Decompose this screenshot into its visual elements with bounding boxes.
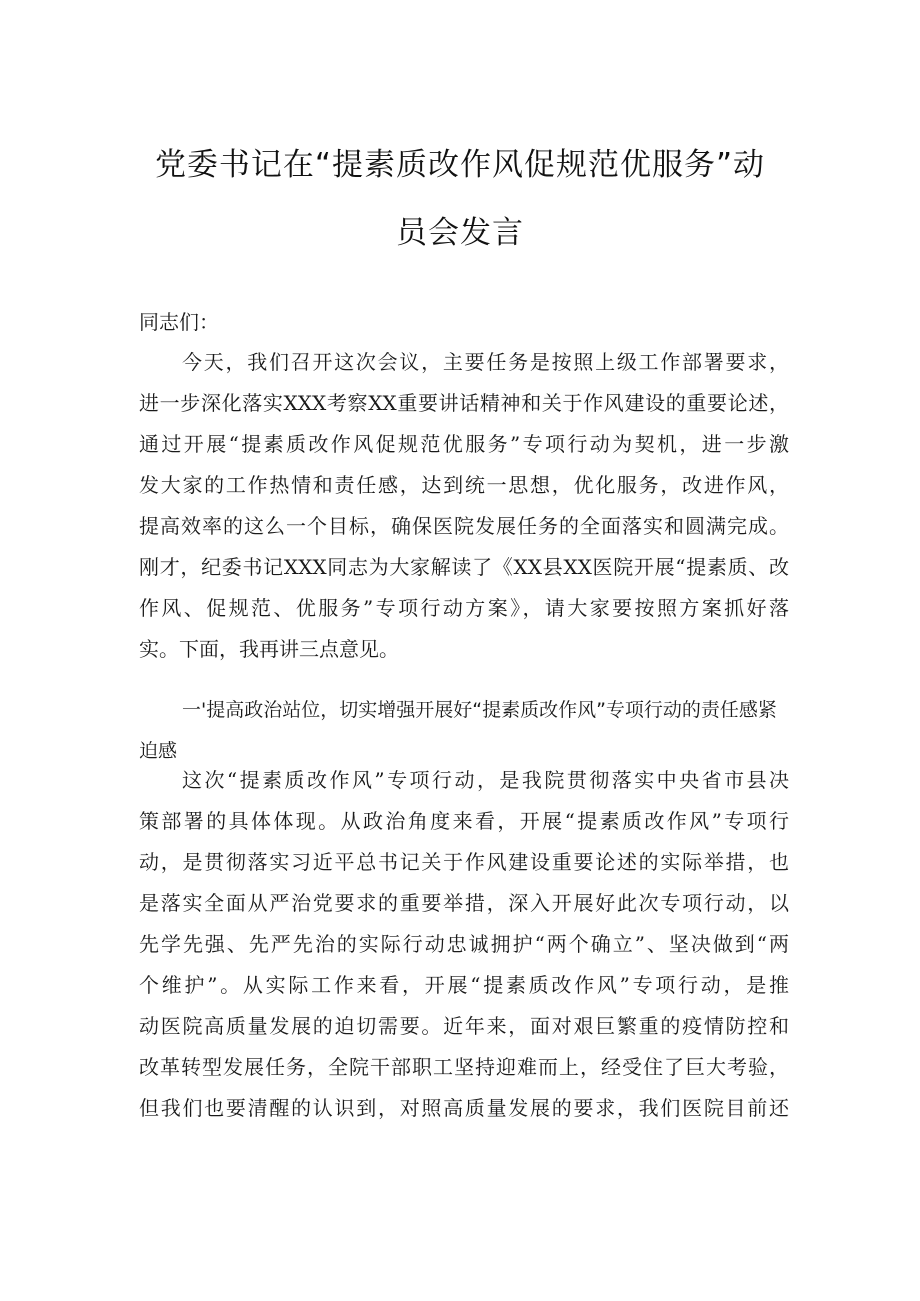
salutation: 同志们： (139, 310, 219, 334)
paragraph-line: 策部署的具体体现。从政治角度来看，开展“提素质改作风”专项行 (139, 809, 789, 833)
paragraph-1 (139, 342, 789, 670)
paragraph-line: 动医院高质量发展的迫切需要。近年来，面对艰巨繁重的疫情防控和 (139, 1014, 789, 1038)
title-line-2: 员会发言 (396, 215, 524, 251)
paragraph-line: 提高效率的这么一个目标，确保医院发展任务的全面落实和圆满完成。 (139, 514, 789, 538)
paragraph-line: 先学先强、先严先治的实际行动忠诚拥护“两个确立”、坚决做到“两 (139, 932, 789, 956)
paragraph-line: 作风、促规范、优服务”专项行动方案》，请大家要按照方案抓好落 (139, 596, 789, 620)
paragraph-line: 动，是贯彻落实习近平总书记关于作风建设重要论述的实际举措，也 (139, 850, 789, 874)
paragraph-line: 刚才，纪委书记XXX同志为大家解读了《XX县XX医院开展“提素质、改 (139, 555, 789, 579)
paragraph-line: 进一步深化落实XXX考察XX重要讲话精神和关于作风建设的重要论述， (139, 391, 789, 415)
paragraph-line: 发大家的工作热情和责任感，达到统一思想，优化服务，改进作风， (139, 473, 789, 497)
title-line-1: 党委书记在“提素质改作风促规范优服务”动 (154, 147, 766, 183)
heading-line: 一'提高政治站位，切实增强开展好“提素质改作风”专项行动的责任感紧 (182, 699, 777, 721)
paragraph-2 (139, 760, 789, 1129)
paragraph-line: 是落实全面从严治党要求的重要举措，深入开展好此次专项行动，以 (139, 891, 789, 915)
paragraph-line: 改革转型发展任务，全院干部职工坚持迎难而上，经受住了巨大考验， (139, 1055, 789, 1079)
paragraph-line: 通过开展“提素质改作风促规范优服务”专项行动为契机，进一步激 (139, 432, 789, 456)
paragraph-line: 这次“提素质改作风”专项行动，是我院贯彻落实中央省市县决 (182, 768, 789, 792)
paragraph-line: 但我们也要清醒的认识到，对照高质量发展的要求，我们医院目前还 (139, 1096, 789, 1120)
paragraph-line: 实。下面，我再讲三点意见。 (139, 637, 399, 661)
paragraph-line: 今天，我们召开这次会议，主要任务是按照上级工作部署要求， (182, 350, 789, 374)
paragraph-line: 个维护”。从实际工作来看，开展“提素质改作风”专项行动，是推 (139, 973, 789, 997)
heading-line: 迫感 (139, 740, 178, 762)
